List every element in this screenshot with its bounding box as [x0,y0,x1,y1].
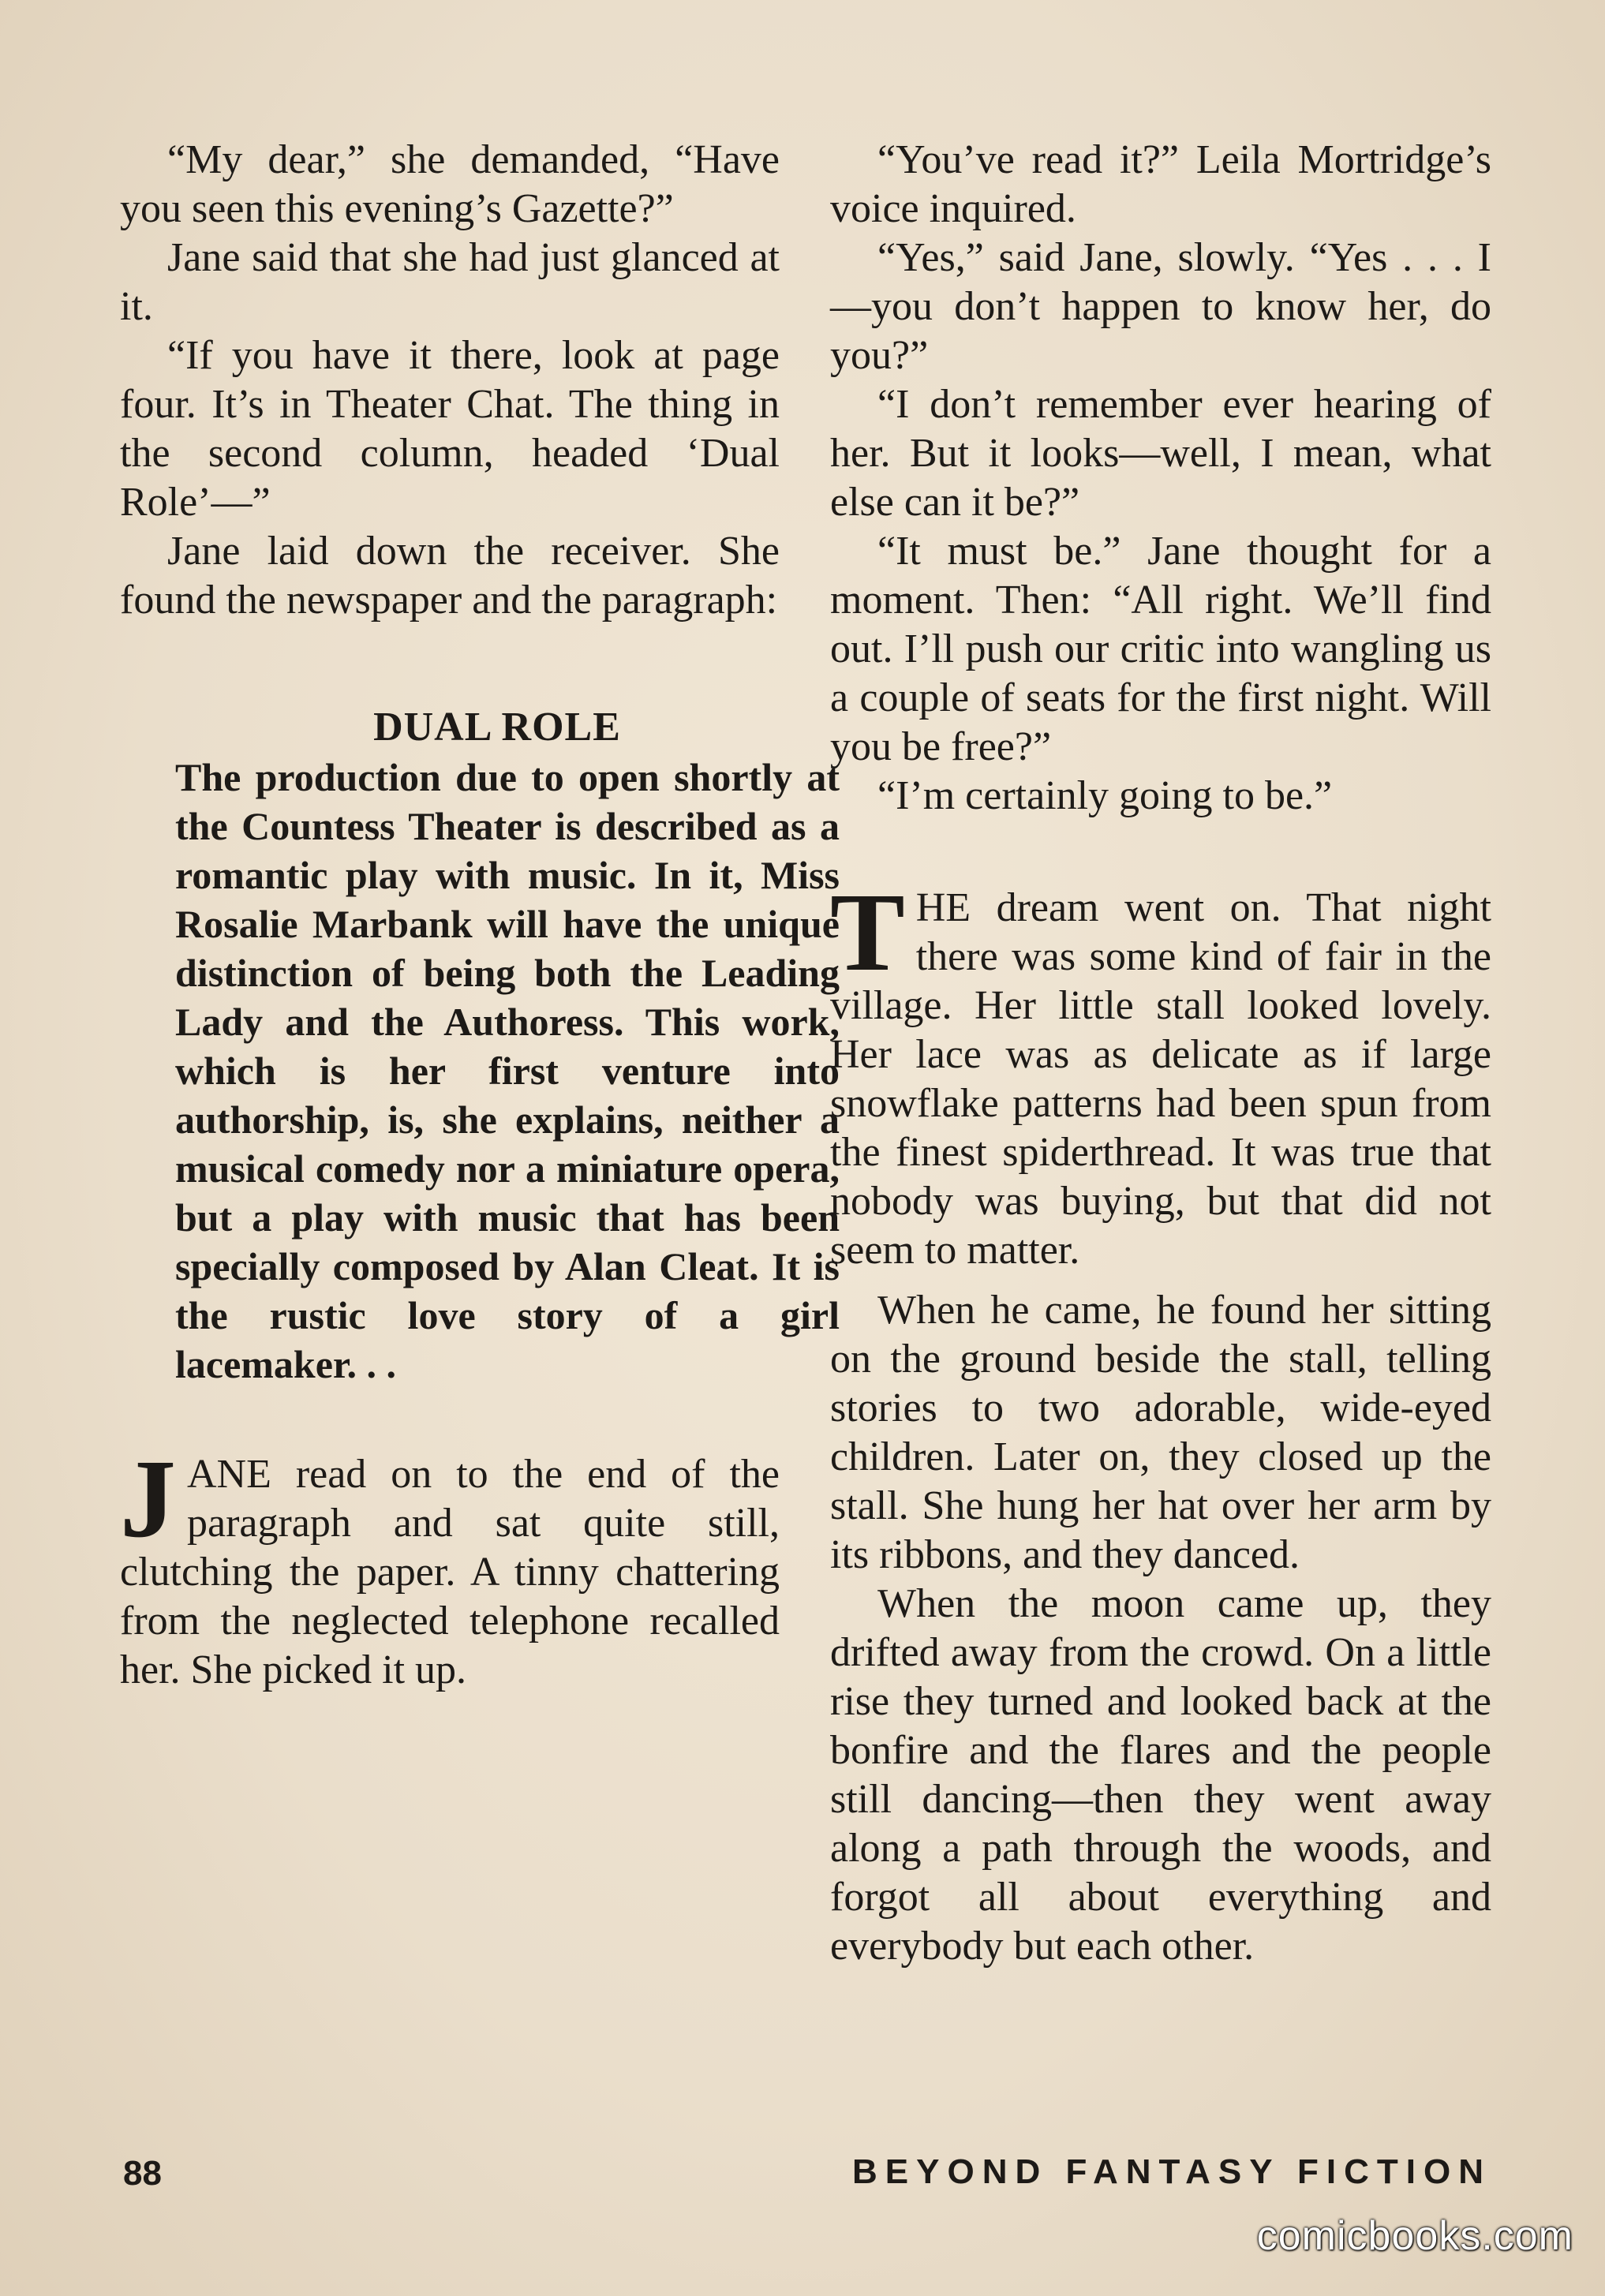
section-text: ANE read on to the end of the paragraph and sat quite still, clutching the paper. A tinny chattering from the neglected telephone recalled her. She picked it up. [120,1452,780,1692]
clipping-text: The production due to open shortly at the Countess Theater is described as a romantic play with music. In it, Miss Rosalie Marbank will have the unique distinction of being both the Leading Lady and the Authoress. This work, which is her first venture into authorship, is, she explains, neither a musical comedy nor a miniature opera, but a play with music that has been specially composed by Alan Cleat. It is the rustic love story of a girl lacemaker. . . [175,755,840,1386]
paragraph: “I don’t remember ever hearing of her. But it looks—well, I mean, what else can it be?” [830,382,1491,525]
paragraph: Jane said that she had just glanced at it. [120,235,780,329]
section-start [120,1436,780,1695]
paragraph: “If you have it there, look at page four. It’s in Theater Chat. The thing in the second column, headed ‘Dual Role’—” [120,333,780,525]
left-column [120,136,840,1695]
page-number: 88 [123,2154,162,2193]
paragraph: When the moon came up, they drifted away from the crowd. On a little rise they turned and looked back at the bonfire and the flares and the people still dancing—then they went away along a path through the woods, and forgot all about everything and everybody but each other. [830,1581,1491,1969]
paragraph [120,1436,780,1695]
drop-cap: J [120,1436,176,1561]
paragraph: “I’m certainly going to be.” [877,773,1333,818]
magazine-title: BEYOND FANTASY FICTION [852,2152,1491,2191]
paragraph: “Yes,” said Jane, slowly. “Yes . . . I—you don’t happen to know her, do you?” [830,235,1491,378]
paragraph: Jane laid down the receiver. She found the newspaper and the paragraph: [120,529,780,623]
paragraph: “It must be.” Jane thought for a moment. Then: “All right. We’ll find out. I’ll push our critic into wangling us a couple of seats for the first night. Will you be free?” [830,529,1491,769]
paragraph: When he came, he found her sitting on the ground beside the stall, telling stories to two adorable, wide-eyed children. Later on, they closed up the stall. She hung her hat over her arm by its ribbons, and they danced. [830,1288,1491,1577]
right-column [830,136,1491,1971]
section-text: HE dream went on. That night there was some kind of fair in the village. Her little stall looked lovely. Her lace was as delicate as if large snowflake patterns had been spun from the finest spiderthread. It was true that nobody was buying, but that did not seem to matter. [830,885,1491,1273]
watermark: comicbooks.com [1256,2213,1573,2259]
newspaper-clipping [175,704,851,1389]
paragraph: “My dear,” she demanded, “Have you seen this evening’s Gazette?” [120,137,780,231]
paragraph: “You’ve read it?” Leila Mortridge’s voice inquired. [830,137,1491,231]
drop-cap: T [830,869,905,994]
paragraph [830,869,1491,1275]
section-start [830,869,1491,1275]
clipping-title: DUAL ROLE [373,705,621,750]
